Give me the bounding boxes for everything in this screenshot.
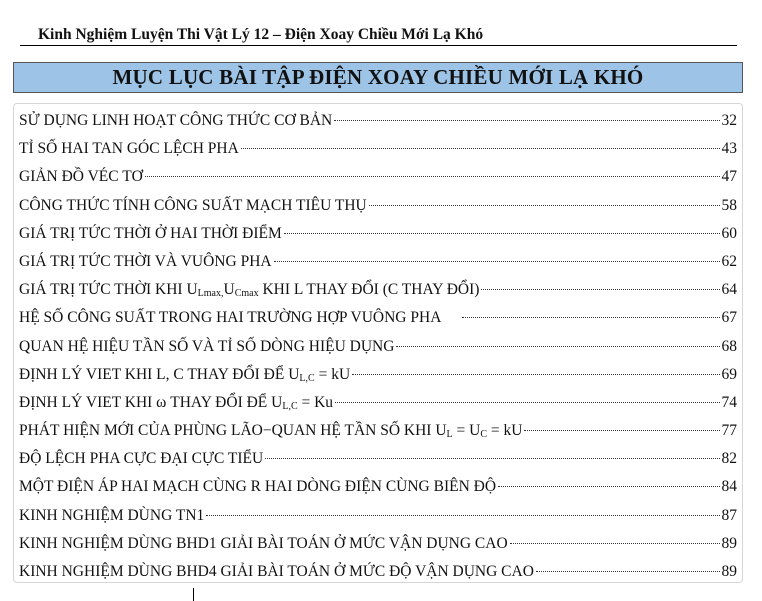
toc-entry-page-number: 82 bbox=[721, 450, 737, 468]
toc-entry-text: ĐỘ LỆCH PHA CỰC ĐẠI CỰC TIỂU bbox=[19, 450, 264, 468]
toc-dot-leader bbox=[334, 120, 719, 121]
toc-entry-subscript: C bbox=[480, 429, 487, 441]
toc-entry-page-number: 43 bbox=[721, 140, 737, 158]
toc-entry-text: = kU bbox=[487, 422, 523, 440]
toc-entry-page-number: 77 bbox=[721, 422, 737, 440]
toc-dot-leader bbox=[510, 543, 720, 544]
toc-entry[interactable] bbox=[19, 502, 737, 530]
toc-entry-title bbox=[19, 445, 263, 473]
toc-entry-subscript: L,C bbox=[299, 372, 315, 384]
toc-dot-leader bbox=[498, 486, 719, 487]
toc-entry[interactable] bbox=[19, 333, 737, 361]
toc-entry-text: = kU bbox=[314, 365, 351, 383]
toc-entry-page-number: 87 bbox=[721, 506, 737, 524]
toc-entry-page-number: 84 bbox=[721, 478, 737, 496]
running-header bbox=[20, 24, 737, 46]
toc-entry-subscript: L,C bbox=[282, 400, 298, 412]
toc-entry-text: MỘT ĐIỆN ÁP HAI MẠCH CÙNG R HAI DÒNG ĐIỆN CÙNG BIÊN ĐỘ bbox=[19, 478, 497, 496]
toc-entry-text: GIÁ TRỊ TỨC THỜI KHI U bbox=[19, 281, 198, 299]
toc-dot-leader bbox=[462, 317, 720, 318]
toc-dot-leader bbox=[206, 515, 719, 516]
toc-entry-page-number: 32 bbox=[721, 112, 737, 129]
toc-entry-title bbox=[19, 276, 479, 308]
toc-entry[interactable] bbox=[19, 530, 737, 558]
toc-entry-page-number: 62 bbox=[721, 252, 737, 270]
toc-entry-page-number: 67 bbox=[721, 309, 737, 327]
toc-entry-title bbox=[19, 530, 508, 558]
toc-dot-leader bbox=[241, 148, 720, 149]
toc-entry-page-number: 47 bbox=[721, 168, 737, 186]
toc-entry-page-number: 89 bbox=[721, 534, 737, 552]
toc-entry[interactable] bbox=[19, 389, 737, 417]
toc-entry-text: PHÁT HIỆN MỚI CỦA PHÙNG LÃO−QUAN HỆ TẦN SỐ KHI U bbox=[19, 422, 447, 440]
toc-dot-leader bbox=[145, 176, 720, 177]
toc-entry-title bbox=[19, 417, 522, 449]
toc-entry-page-number: 58 bbox=[721, 196, 737, 214]
toc-list bbox=[19, 107, 737, 586]
toc-entry-text: KINH NGHIỆM DÙNG BHD1 GIẢI BÀI TOÁN Ở MỨC VẬN DỤNG CAO bbox=[19, 534, 508, 552]
running-header-title: Kinh Nghiệm Luyện Thi Vật Lý 12 – Điện Xoay Chiều Mới Lạ Khó bbox=[38, 26, 484, 43]
toc-entry[interactable] bbox=[19, 220, 737, 248]
toc-entry[interactable] bbox=[19, 473, 737, 501]
toc-entry-title bbox=[19, 473, 496, 501]
toc-entry-title bbox=[19, 389, 333, 421]
toc-entry-title bbox=[19, 361, 350, 393]
toc-entry[interactable] bbox=[19, 192, 737, 220]
toc-dot-leader bbox=[284, 233, 720, 234]
toc-entry[interactable] bbox=[19, 304, 737, 332]
toc-entry-text: HỆ SỐ CÔNG SUẤT TRONG HAI TRƯỜNG HỢP VUÔNG PHA bbox=[19, 309, 460, 327]
toc-entry-text: TỈ SỐ HAI TAN GÓC LỆCH PHA bbox=[19, 140, 239, 158]
toc-dot-leader bbox=[396, 346, 719, 347]
toc-title: MỤC LỤC BÀI TẬP ĐIỆN XOAY CHIỀU MỚI LẠ KHÓ bbox=[112, 65, 644, 89]
toc-entry-page-number: 69 bbox=[721, 365, 737, 383]
toc-entry-title bbox=[19, 248, 272, 276]
toc-entry-text: GIẢN ĐỒ VÉC TƠ bbox=[19, 168, 143, 186]
toc-entry-title bbox=[19, 502, 204, 530]
toc-entry[interactable] bbox=[19, 248, 737, 276]
toc-entry-title bbox=[19, 192, 367, 220]
toc-dot-leader bbox=[274, 261, 720, 262]
toc-dot-leader bbox=[369, 205, 720, 206]
toc-entry[interactable] bbox=[19, 135, 737, 163]
toc-dot-leader bbox=[335, 402, 719, 403]
toc-entry[interactable] bbox=[19, 276, 737, 304]
toc-dot-leader bbox=[481, 289, 719, 290]
toc-entry-title bbox=[19, 107, 332, 135]
toc-dot-leader bbox=[352, 374, 719, 375]
toc-entry-text: KINH NGHIỆM DÙNG BHD4 GIẢI BÀI TOÁN Ở MỨC ĐỘ VẬN DỤNG CAO bbox=[19, 563, 534, 580]
toc-entry-page-number: 68 bbox=[721, 337, 737, 355]
toc-entry-title bbox=[19, 333, 394, 361]
toc-entry-text: ĐỊNH LÝ VIET KHI L, C THAY ĐỔI ĐỂ U bbox=[19, 365, 300, 383]
toc-entry-text: = Ku bbox=[297, 393, 334, 411]
toc-entry-text: = U bbox=[452, 422, 481, 440]
toc-entry-title bbox=[19, 558, 534, 586]
toc-entry-subscript: Cmax bbox=[234, 288, 259, 300]
toc-entry-text: KINH NGHIỆM DÙNG TN1 bbox=[19, 506, 205, 524]
toc-entry[interactable] bbox=[19, 417, 737, 445]
toc-dot-leader bbox=[265, 458, 719, 459]
toc-entry-text: CÔNG THỨC TÍNH CÔNG SUẤT MẠCH TIÊU THỤ bbox=[19, 196, 367, 214]
toc-entry-title bbox=[19, 135, 239, 163]
toc-entry-page-number: 89 bbox=[721, 563, 737, 580]
text-cursor bbox=[193, 588, 194, 601]
toc-entry-text: SỬ DỤNG LINH HOẠT CÔNG THỨC CƠ BẢN bbox=[19, 112, 333, 129]
toc-entry-text: KHI L THAY ĐỔI (C THAY ĐỔI) bbox=[258, 281, 480, 299]
toc-entry-text: QUAN HỆ HIỆU TẦN SỐ VÀ TỈ SỐ DÒNG HIỆU DỤNG bbox=[19, 337, 395, 355]
toc-entry[interactable] bbox=[19, 558, 737, 586]
toc-entry-text: GIÁ TRỊ TỨC THỜI VÀ VUÔNG PHA bbox=[19, 252, 272, 270]
toc-entry-title bbox=[19, 220, 282, 248]
toc-entry-subscript: L bbox=[446, 429, 453, 441]
toc-entry-text: U bbox=[223, 281, 235, 299]
toc-title-box bbox=[13, 62, 743, 93]
toc-dot-leader bbox=[536, 571, 720, 572]
toc-entry-page-number: 74 bbox=[721, 393, 737, 411]
toc-entry[interactable] bbox=[19, 361, 737, 389]
toc-entry-text: ĐỊNH LÝ VIET KHI ω THAY ĐỔI ĐỂ U bbox=[19, 393, 283, 411]
toc-entry-title bbox=[19, 163, 143, 191]
toc-entry[interactable] bbox=[19, 163, 737, 191]
toc-entry[interactable] bbox=[19, 445, 737, 473]
toc-dot-leader bbox=[524, 430, 719, 431]
toc-entry-page-number: 64 bbox=[721, 281, 737, 299]
toc-entry-page-number: 60 bbox=[721, 224, 737, 242]
toc-entry-title bbox=[19, 304, 460, 332]
toc-entry[interactable] bbox=[19, 107, 737, 135]
toc-entry-text: GIÁ TRỊ TỨC THỜI Ở HAI THỜI ĐIỂM bbox=[19, 224, 282, 242]
toc-entry-subscript: Lmax, bbox=[197, 288, 224, 300]
